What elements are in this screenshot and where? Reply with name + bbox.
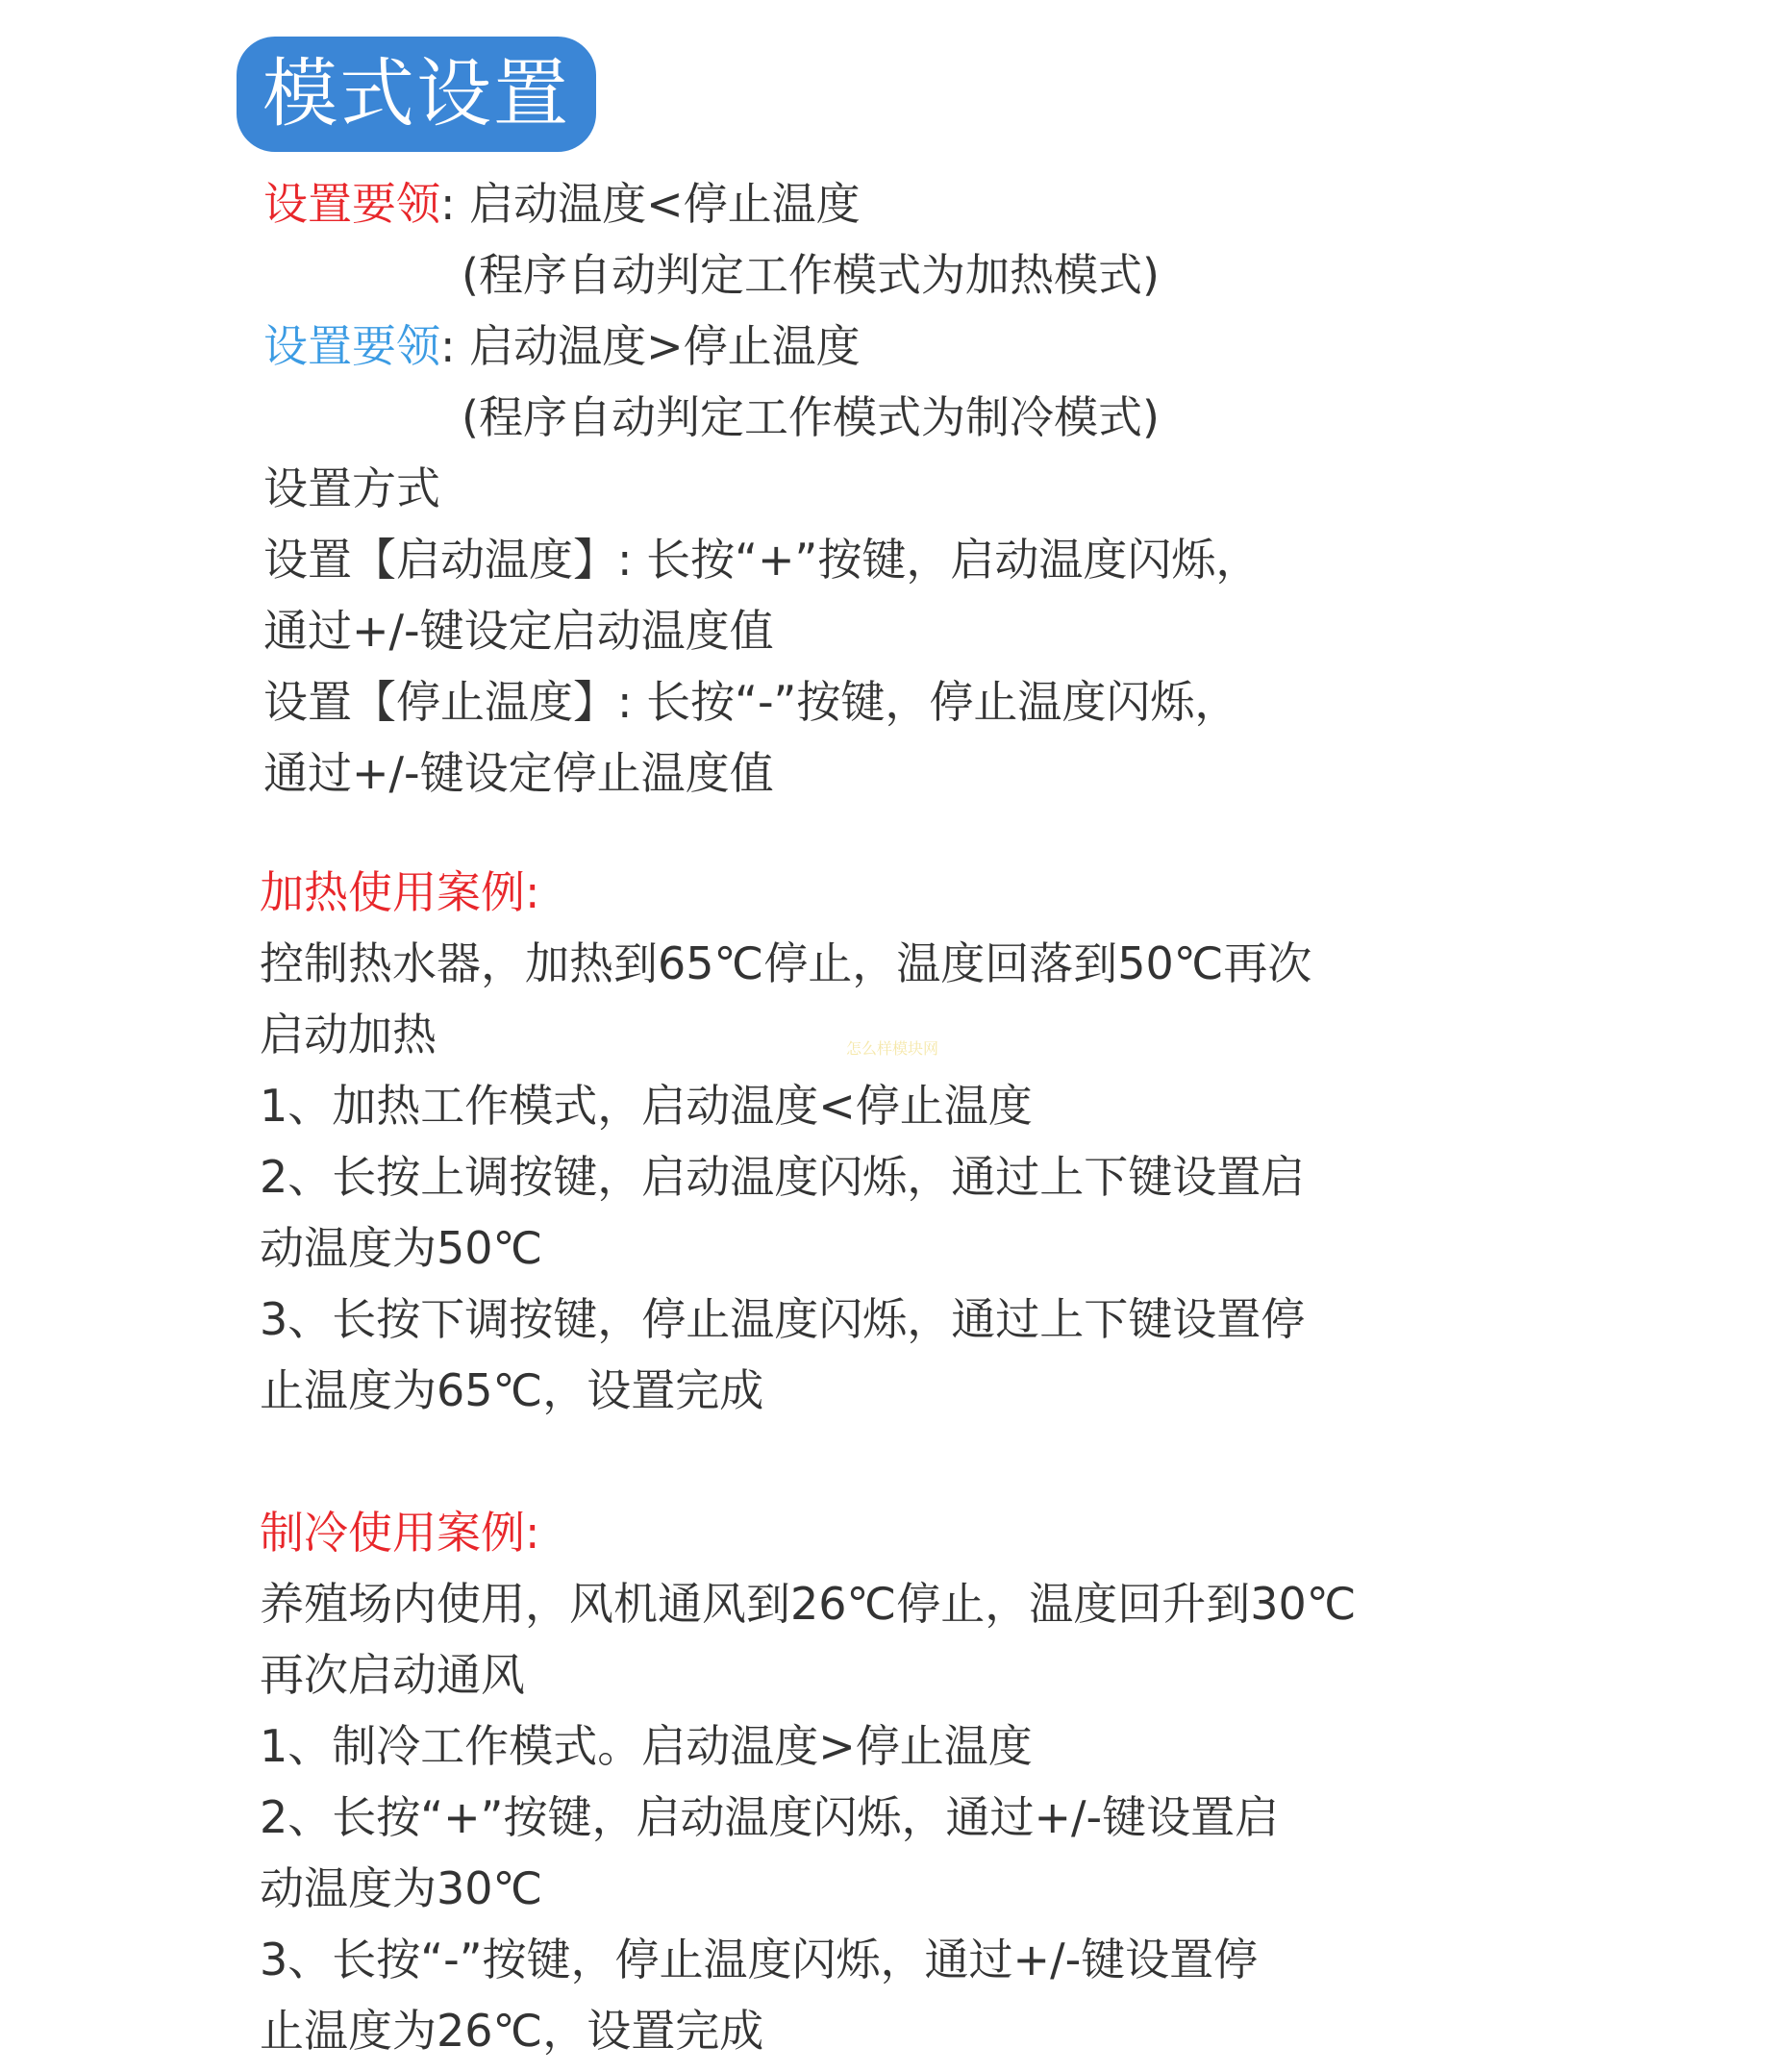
cooling-example-line: 3、长按“-”按键，停止温度闪烁，通过+/-键设置停 [260,1934,1259,1985]
setup-rule-heating [263,175,861,233]
method-line: 设置【停止温度】: 长按“-”按键，停止温度闪烁， [263,676,1239,728]
setup-rule-text: 启动温度>停止温度 [469,320,861,372]
method-line: 通过+/-键设定启动温度值 [263,605,774,657]
setup-rule-colon: : [440,320,456,372]
cooling-example-line: 2、长按“+”按键，启动温度闪烁，通过+/-键设置启 [260,1791,1280,1843]
method-heading: 设置方式 [263,462,440,514]
method-line: 设置【启动温度】: 长按“+”按键，启动温度闪烁， [263,534,1261,586]
setup-rule-label: 设置要领 [263,320,440,372]
page-title: 模式设置 [237,37,596,152]
cooling-example-heading: 制冷使用案例: [260,1507,540,1559]
cooling-example-line: 1、制冷工作模式。启动温度>停止温度 [260,1720,1033,1772]
heating-example-heading: 加热使用案例: [260,866,540,918]
heating-example-line: 1、加热工作模式，启动温度<停止温度 [260,1080,1033,1132]
cooling-example-line: 再次启动通风 [260,1649,525,1701]
setup-rule-colon: : [440,178,456,230]
cooling-example-line: 止温度为26℃，设置完成 [260,2005,764,2057]
setup-rule-note-cooling: (程序自动判定工作模式为制冷模式) [462,391,1160,443]
heating-example-line: 动温度为50℃ [260,1222,543,1274]
cooling-example-line: 动温度为30℃ [260,1862,543,1914]
setup-rule-note-heating: (程序自动判定工作模式为加热模式) [462,249,1160,301]
heating-example-line: 启动加热 [260,1009,437,1061]
method-line: 通过+/-键设定停止温度值 [263,747,774,799]
heating-example-line: 控制热水器，加热到65℃停止，温度回落到50℃再次 [260,937,1312,989]
heating-example-line: 止温度为65℃，设置完成 [260,1364,764,1416]
setup-rule-cooling [263,317,861,375]
watermark: 怎么样模块网 [846,1039,939,1058]
setup-rule-text: 启动温度<停止温度 [469,178,861,230]
cooling-example-line: 养殖场内使用，风机通风到26℃停止，温度回升到30℃ [260,1578,1357,1630]
heating-example-line: 3、长按下调按键，停止温度闪烁，通过上下键设置停 [260,1293,1306,1345]
setup-rule-label: 设置要领 [263,178,440,230]
heating-example-line: 2、长按上调按键，启动温度闪烁，通过上下键设置启 [260,1151,1306,1203]
